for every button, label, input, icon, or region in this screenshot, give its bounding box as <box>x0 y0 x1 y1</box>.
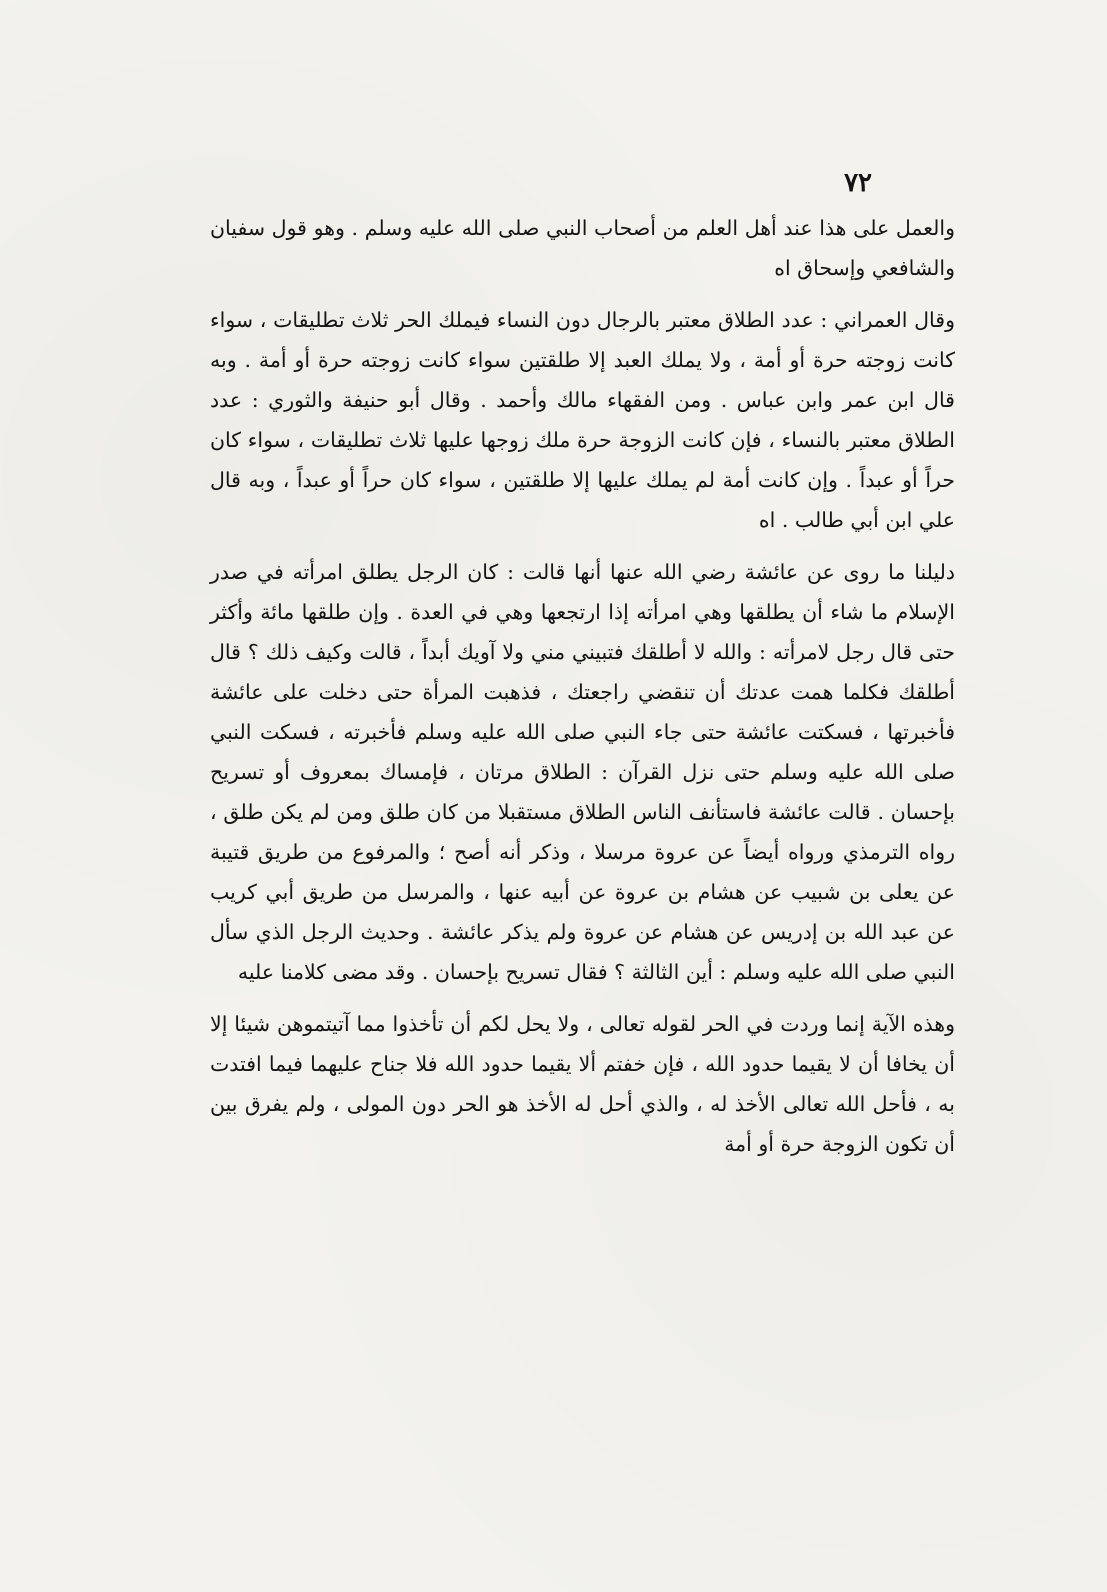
paragraph-3: دليلنا ما روى عن عائشة رضي الله عنها أنها قالت : كان الرجل يطلق امرأته في صدر الإسلام ما شاء أن يطلقها وهي امرأته إذا ارتجعها وهي في العدة . وإن طلقها مائة وأكثر حتى قال رجل لامرأته : والله لا أطلقك فتبيني مني ولا آويك أبداً ، قالت وكيف ذلك ؟ قال أطلقك فكلما همت عدتك أن تنقضي راجعتك ، فذهبت المرأة حتى دخلت على عائشة فأخبرتها ، فسكتت عائشة حتى جاء النبي صلى الله عليه وسلم فأخبرته ، فسكت النبي صلى الله عليه وسلم حتى نزل القرآن : الطلاق مرتان ، فإمساك بمعروف أو تسريح بإحسان . قالت عائشة فاستأنف الناس الطلاق مستقبلا من كان طلق ومن لم يكن طلق ، رواه الترمذي ورواه أيضاً عن عروة مرسلا ، وذكر أنه أصح ؛ والمرفوع من طريق قتيبة عن يعلى بن شبيب عن هشام بن عروة عن أبيه عنها ، والمرسل من طريق أبي كريب عن عبد الله بن إدريس عن هشام عن عروة ولم يذكر عائشة . وحديث الرجل الذي سأل النبي صلى الله عليه وسلم : أين الثالثة ؟ فقال تسريح بإحسان . وقد مضى كلامنا عليه <box>210 560 955 984</box>
body-text <box>210 208 955 1164</box>
paragraph-2: وقال العمراني : عدد الطلاق معتبر بالرجال دون النساء فيملك الحر ثلاث تطليقات ، سواء كانت زوجته حرة أو أمة ، ولا يملك العبد إلا طلقتين سواء كانت زوجته حرة أو أمة . وبه قال ابن عمر وابن عباس . ومن الفقهاء مالك وأحمد . وقال أبو حنيفة والثوري : عدد الطلاق معتبر بالنساء ، فإن كانت الزوجة حرة ملك زوجها عليها ثلاث تطليقات ، سواء كان حراً أو عبداً . وإن كانت أمة لم يملك عليها إلا طلقتين ، سواء كان حراً أو عبداً ، وبه قال علي ابن أبي طالب . اه <box>210 308 955 532</box>
paragraph-4: وهذه الآية إنما وردت في الحر لقوله تعالى ، ولا يحل لكم أن تأخذوا مما آتيتموهن شيئا إلا أن يخافا أن لا يقيما حدود الله ، فإن خفتم ألا يقيما حدود الله فلا جناح عليهما فيما افتدت به ، فأحل الله تعالى الأخذ له ، والذي أحل له الأخذ هو الحر دون المولى ، ولم يفرق بين أن تكون الزوجة حرة أو أمة <box>210 1012 955 1156</box>
page-number: ٧٢ <box>844 168 872 198</box>
paragraph-1: والعمل على هذا عند أهل العلم من أصحاب النبي صلى الله عليه وسلم . وهو قول سفيان والشافعي وإسحاق اه <box>210 216 955 280</box>
